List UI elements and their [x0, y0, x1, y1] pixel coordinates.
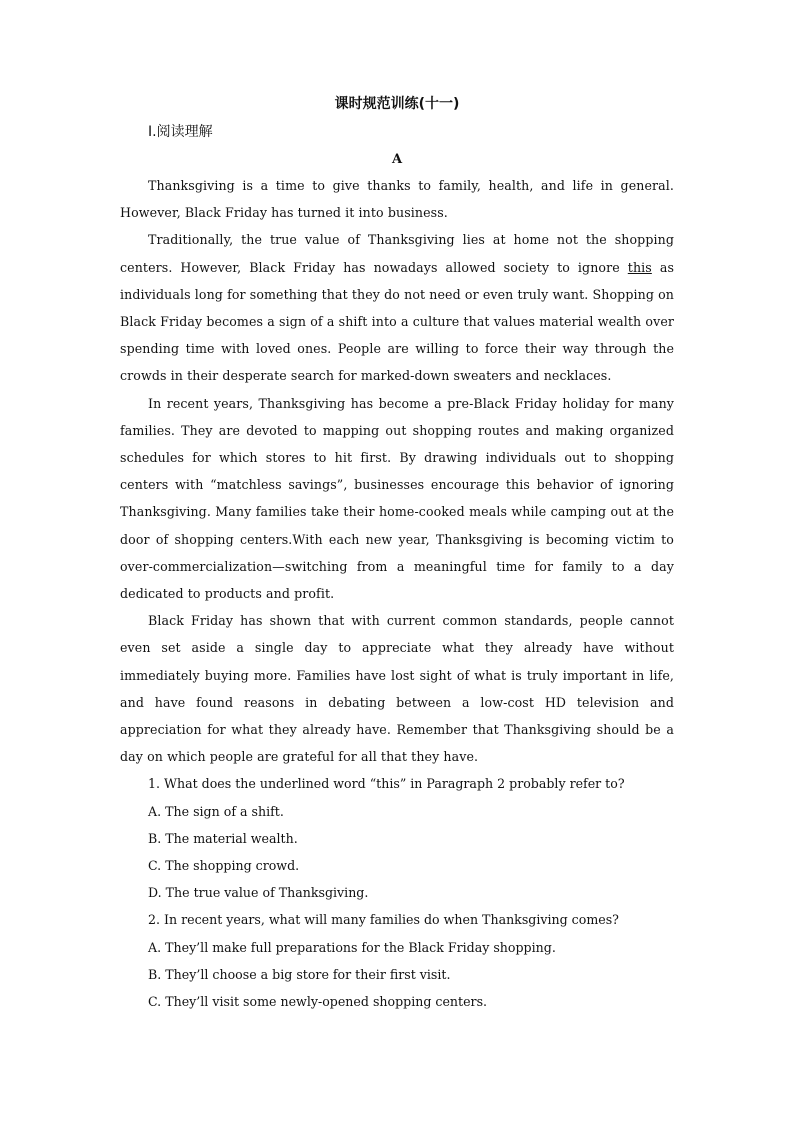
question-1-option-d: D. The true value of Thanksgiving.	[148, 885, 369, 901]
reading-passage	[120, 172, 674, 770]
paragraph-2-text-after: as individuals long for something that they do not need or even truly want. Shopping on Black Friday becomes a sign of a shift into a culture that values material wealth over spending time with loved ones. People are willing to force their way through the crowds in their desperate search for marked-down sweaters and necklaces.	[120, 259, 675, 384]
question-2-option-a: A. They’ll make full preparations for the Black Friday shopping.	[148, 939, 556, 955]
question-1-option-c: C. The shopping crowd.	[148, 858, 300, 874]
passage-letter: A	[391, 152, 403, 167]
question-list	[120, 770, 674, 1015]
question-1-option-a: A. The sign of a shift.	[148, 803, 284, 819]
paragraph-1: Thanksgiving is a time to give thanks to family, health, and life in general. However, Black Friday has turned it into business.	[120, 178, 674, 221]
document-page	[120, 92, 674, 1015]
question-2-option-b: B. They’ll choose a big store for their first visit.	[148, 966, 451, 982]
paragraph-3: In recent years, Thanksgiving has become a pre-Black Friday holiday for many families. They are devoted to mapping out shopping routes and making organized schedules for which stores to hit first. By drawing individuals out to shopping centers with “matchless savings”, businesses encourage this behavior of ignoring Thanksgiving. Many families take their home-cooked meals while camping out at the door of shopping centers.With each new year, Thanksgiving is becoming victim to over-commercialization—switching from a meaningful time for family to a day dedicated to products and profit.	[120, 395, 674, 602]
paragraph-2	[120, 226, 674, 389]
page-title: 课时规范训练(十一)	[334, 96, 460, 112]
question-1-stem: 1. What does the underlined word “this” in Paragraph 2 probably refer to?	[148, 776, 625, 792]
paragraph-4: Black Friday has shown that with current common standards, people cannot even set aside a single day to appreciate what they already have without immediately buying more. Families have lost sight of what is truly important in life, and have found reasons in debating between a low-cost HD television and appreciation for what they already have. Remember that Thanksgiving should be a day on which people are grateful for all that they have.	[120, 613, 674, 765]
underlined-word: this	[627, 259, 652, 275]
section-heading: Ⅰ.阅读理解	[148, 124, 213, 140]
question-2-option-c: C. They’ll visit some newly-opened shopping centers.	[148, 994, 488, 1010]
question-1-option-b: B. The material wealth.	[148, 830, 298, 846]
paragraph-2-text-before: Traditionally, the true value of Thanksgiving lies at home not the shopping centers. However, Black Friday has nowadays allowed society to ignore	[120, 232, 674, 275]
question-2-stem: 2. In recent years, what will many families do when Thanksgiving comes?	[148, 912, 619, 928]
